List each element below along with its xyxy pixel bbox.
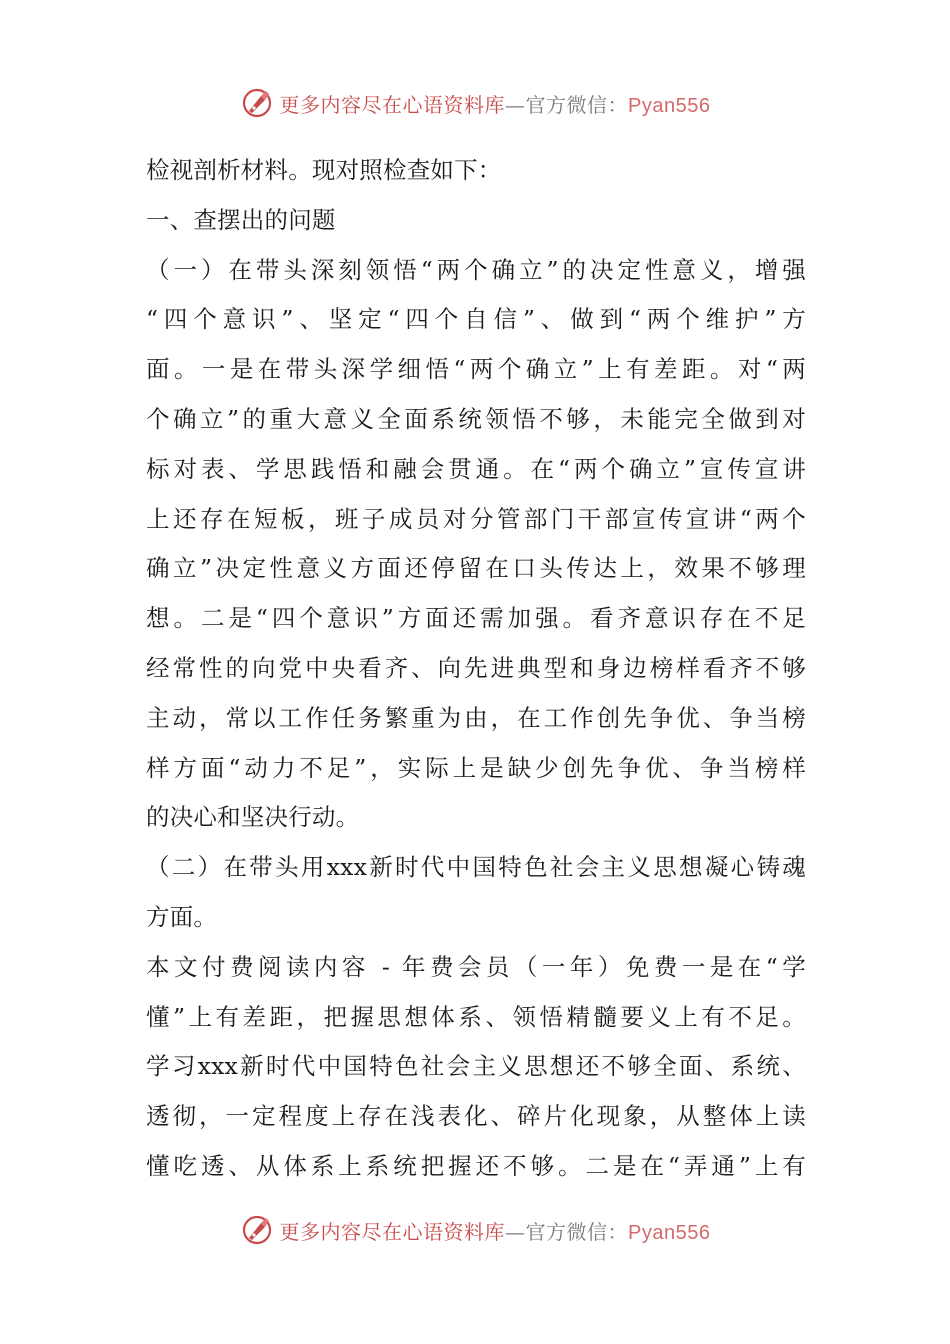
- header-watermark: [0, 83, 950, 123]
- watermark-main: 更多内容尽在心语资料库: [279, 1219, 506, 1244]
- watermark-id: Pyan556: [628, 1221, 711, 1244]
- body-line: 标对表、学思践悟和融会贯通。在“两个确立”宣传宣讲: [146, 454, 806, 483]
- footer-watermark: [0, 1210, 950, 1250]
- body-line: 经常性的向党中央看齐、向先进典型和身边榜样看齐不够: [146, 653, 806, 682]
- watermark-dash: —: [505, 92, 526, 117]
- body-line: 检视剖析材料。现对照检查如下：: [146, 156, 502, 184]
- body-line: 主动，常以工作任务繁重为由，在工作创先争优、争当榜: [146, 703, 806, 732]
- watermark-id: Pyan556: [628, 94, 711, 117]
- body-line: 懂”上有差距，把握思想体系、领悟精髓要义上有不足。: [146, 1002, 806, 1031]
- body-line: 学习xxx新时代中国特色社会主义思想还不够全面、系统、: [146, 1052, 806, 1081]
- body-line: 懂吃透、从体系上系统把握还不够。二是在“弄通”上有: [146, 1151, 806, 1180]
- pen-nib-logo-icon: [240, 1213, 274, 1247]
- watermark-sub: 官方微信：: [525, 1219, 629, 1244]
- body-line: 上还存在短板，班子成员对分管部门干部宣传宣讲“两个: [146, 504, 806, 533]
- body-line: 确立”决定性意义方面还停留在口头传达上，效果不够理: [146, 554, 806, 583]
- watermark-main: 更多内容尽在心语资料库: [279, 92, 506, 117]
- body-line: 想。二是“四个意识”方面还需加强。看齐意识存在不足: [146, 604, 806, 633]
- body-line: 个确立”的重大意义全面系统领悟不够，未能完全做到对: [146, 404, 806, 433]
- body-line: 方面。: [146, 902, 218, 931]
- watermark-dash: —: [505, 1219, 526, 1244]
- body-line: （二）在带头用xxx新时代中国特色社会主义思想凝心铸魂: [146, 853, 806, 882]
- body-line: 透彻，一定程度上存在浅表化、碎片化现象，从整体上读: [146, 1102, 806, 1131]
- body-line: “四个意识”、坚定“四个自信”、做到“两个维护”方: [146, 305, 806, 334]
- body-line: 面。一是在带头深学细悟“两个确立”上有差距。对“两: [146, 355, 806, 384]
- watermark-text: [280, 89, 711, 118]
- watermark-text: [280, 1216, 711, 1245]
- pen-nib-logo-icon: [240, 86, 274, 120]
- body-text: [146, 146, 806, 1192]
- watermark-sub: 官方微信：: [525, 92, 629, 117]
- body-line: 样方面“动力不足”，实际上是缺少创先争优、争当榜样: [146, 753, 806, 782]
- body-line: （一）在带头深刻领悟“两个确立”的决定性意义，增强: [146, 255, 806, 284]
- body-line: 本文付费阅读内容 - 年费会员（一年）免费一是在“学: [146, 952, 806, 981]
- body-line: 的决心和坚决行动。: [146, 803, 360, 832]
- body-line: 一、查摆出的问题: [146, 205, 336, 234]
